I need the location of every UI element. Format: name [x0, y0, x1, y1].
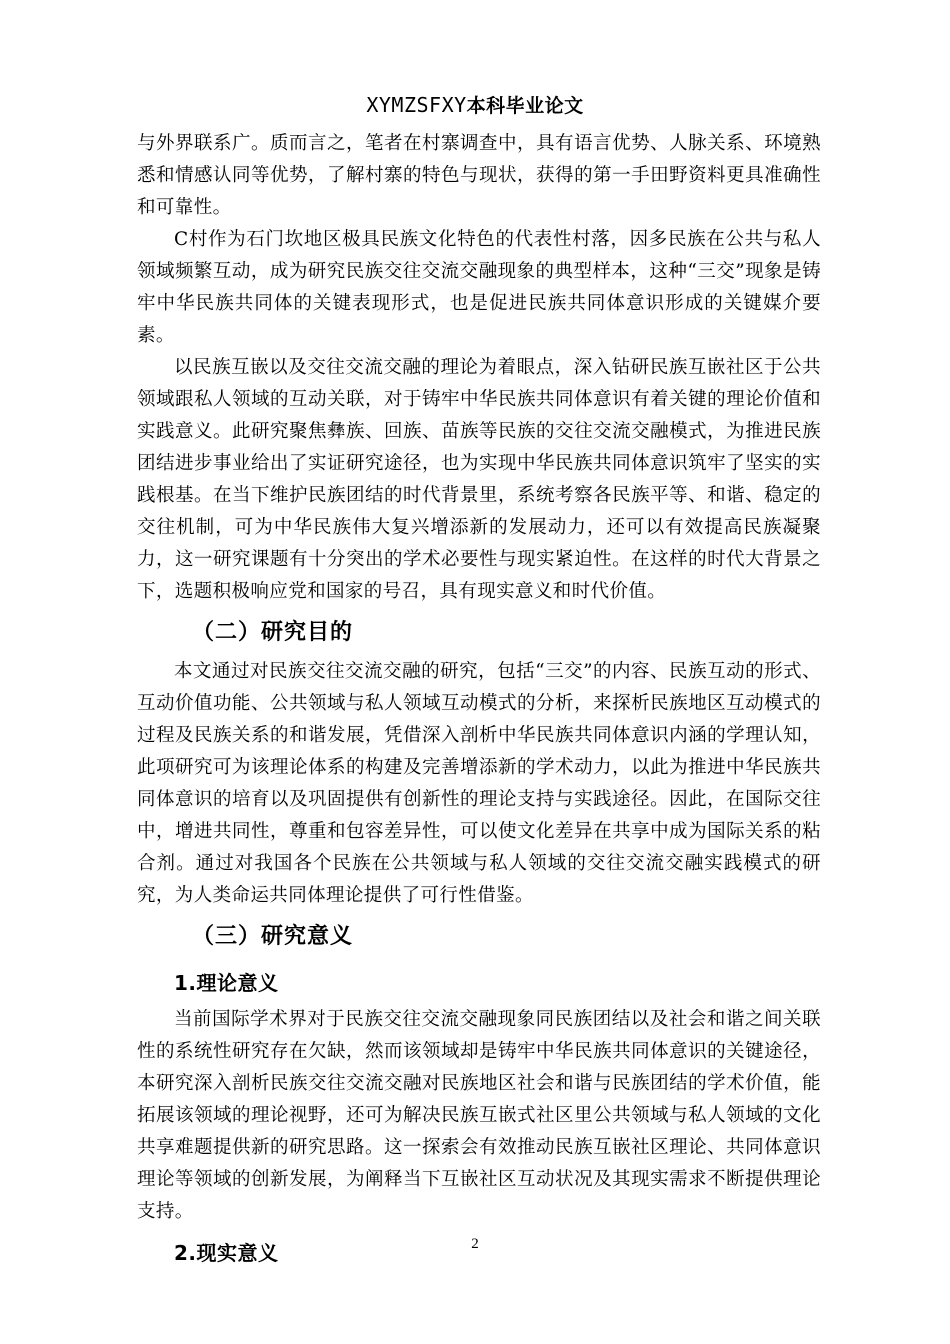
heading-practical-significance: 2.现实意义 — [174, 1241, 279, 1265]
paragraph-theory-focus: 以民族互嵌以及交往交流交融的理论为着眼点，深入钻研民族互嵌社区于公共领域跟私人领域的互动关联，对于铸牢中华民族共同体意识有着关键的理论价值和实践意义。此研究聚焦彝族、回族、苗族等民族的交往交流交融模式，为推进民族团结进步事业给出了实证研究途径，也为实现中华民族共同体意识筑牢了坚实的实践根基。在当下维护民族团结的时代背景里，系统考察各民族平等、和谐、稳定的交往机制，可为中华民族伟大复兴增添新的发展动力，还可以有效提高民族凝聚力，这一研究课题有十分突出的学术必要性与现实紧迫性。在这样的时代大背景之下，选题积极响应党和国家的号召，具有现实意义和时代价值。 — [137, 357, 821, 602]
paragraph-village-c: C村作为石门坎地区极具民族文化特色的代表性村落，因多民族在公共与私人领域频繁互动，成为研究民族交往交流交融现象的典型样本，这种“三交”现象是铸牢中华民族共同体的关键表现形式，也是促进民族共同体意识形成的关键媒介要素。 — [137, 229, 821, 346]
paragraph-continuation: 与外界联系广。质而言之，笔者在村寨调查中，具有语言优势、人脉关系、环境熟悉和情感认同等优势，了解村寨的特色与现状，获得的第一手田野资料更具准确性和可靠性。 — [137, 133, 821, 218]
page-header — [0, 92, 950, 119]
header-code: XYMZSFXY — [366, 93, 467, 117]
heading-research-purpose: （二）研究目的 — [192, 620, 354, 645]
paragraph-research-purpose: 本文通过对民族交往交流交融的研究，包括“三交”的内容、民族互动的形式、互动价值功能、公共领域与私人领域互动模式的分析，来探析民族地区互动模式的过程及民族关系的和谐发展，凭借深入剖析中华民族共同体意识内涵的学理认知，此项研究可为该理论体系的构建及完善增添新的学术动力，以此为推进中华民族共同体意识的培育以及巩固提供有创新性的理论支持与实践途径。因此，在国际交往中，增进共同性，尊重和包容差异性，可以使文化差异在共享中成为国际关系的粘合剂。通过对我国各个民族在公共领域与私人领域的交往交流交融实践模式的研究，为人类命运共同体理论提供了可行性借鉴。 — [137, 661, 821, 906]
paragraph-theoretical-significance: 当前国际学术界对于民族交往交流交融现象同民族团结以及社会和谐之间关联性的系统性研究存在欠缺，然而该领域却是铸牢中华民族共同体意识的关键途径，本研究深入剖析民族交往交流交融对民族地区社会和谐与民族团结的学术价值，能拓展该领域的理论视野，还可为解决民族互嵌式社区里公共领域与私人领域的文化共享难题提供新的研究思路。这一探索会有效推动民族互嵌社区理论、共同体意识理论等领域的创新发展，为阐释当下互嵌社区互动状况及其现实需求不断提供理论支持。 — [137, 1009, 821, 1222]
heading-research-significance: （三）研究意义 — [192, 924, 354, 949]
page-number: 2 — [471, 1236, 479, 1252]
header-label: 本科毕业论文 — [466, 95, 584, 117]
heading-theoretical-significance: 1.理论意义 — [174, 971, 279, 995]
body-content — [137, 128, 821, 1274]
